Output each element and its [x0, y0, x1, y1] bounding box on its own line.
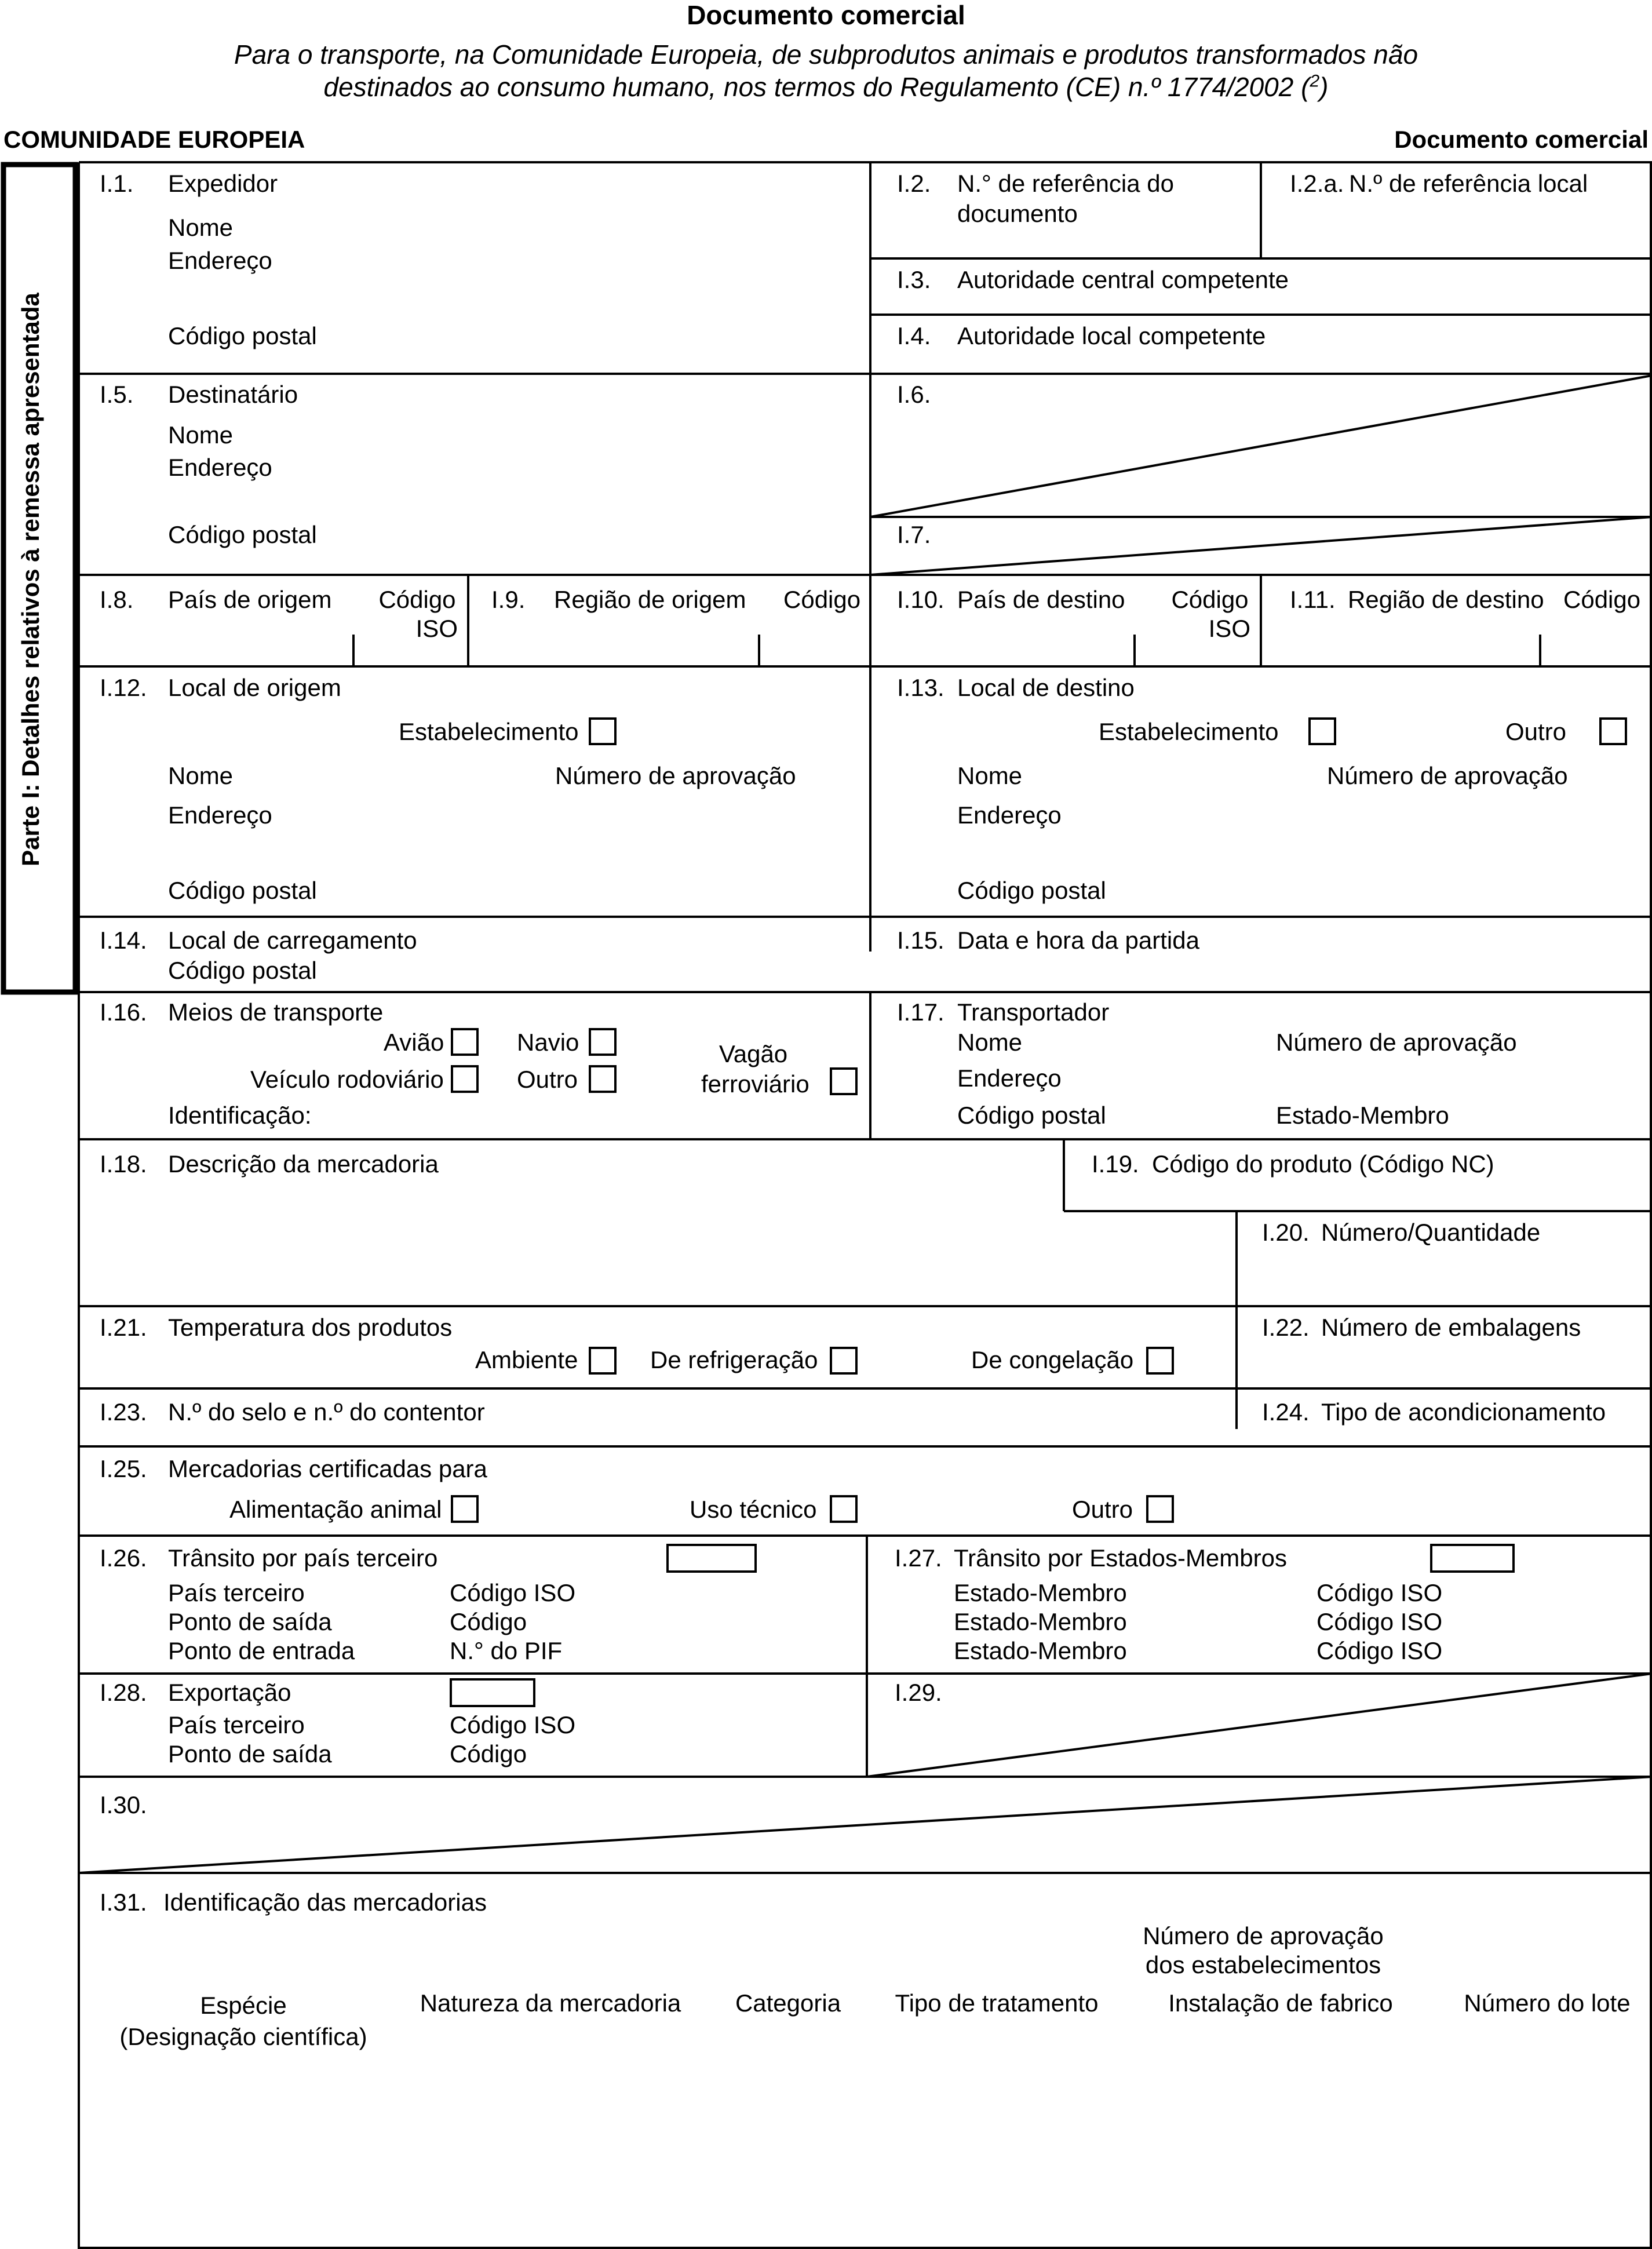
loading-postal-label: Código postal	[168, 957, 317, 984]
export-exit-code-label: Código	[450, 1740, 527, 1767]
field-num: I.2.	[897, 170, 931, 197]
road-vehicle-checkbox[interactable]	[451, 1065, 479, 1093]
reference-number-label: N.° de referência do	[957, 170, 1175, 197]
destination-establishment-checkbox[interactable]	[1308, 717, 1336, 745]
field-num: I.26.	[100, 1544, 147, 1572]
part-one-side-label: Parte I: Detalhes relativos à remessa apresentada	[17, 293, 44, 866]
reference-number-label-2: documento	[957, 200, 1078, 227]
category-column-header: Categoria	[735, 1989, 841, 2017]
transporter-name-label: Nome	[957, 1029, 1023, 1056]
field-num: I.23.	[100, 1398, 147, 1426]
transporter-approval-label: Número de aprovação	[1276, 1029, 1517, 1056]
export-third-country-label: País terceiro	[168, 1711, 305, 1738]
departure-datetime-label: Data e hora da partida	[957, 927, 1199, 954]
transporter-member-state-label: Estado-Membro	[1276, 1102, 1449, 1129]
identification-label: Identificação:	[168, 1102, 312, 1129]
destination-establishment-label: Estabelecimento	[1099, 718, 1279, 745]
field-num: I.2.a.	[1290, 170, 1344, 197]
origin-approval-label: Número de aprovação	[555, 762, 796, 789]
species-column-header-2: (Designação científica)	[119, 2023, 367, 2050]
chilled-checkbox[interactable]	[830, 1347, 858, 1375]
transit-member-state-iso-label: Código ISO	[1317, 1637, 1443, 1664]
certified-for-label: Mercadorias certificadas para	[168, 1455, 487, 1482]
export-box[interactable]	[450, 1678, 535, 1707]
ambient-checkbox[interactable]	[589, 1347, 617, 1375]
origin-address-label: Endereço	[168, 801, 272, 829]
consignee-name-label: Nome	[168, 421, 234, 449]
document-title: Documento comercial	[687, 0, 965, 30]
road-vehicle-label: Veículo rodoviário	[250, 1066, 444, 1093]
transporter-address-label: Endereço	[957, 1065, 1062, 1092]
technical-use-label: Uso técnico	[690, 1496, 817, 1523]
certified-other-label: Outro	[1072, 1496, 1133, 1523]
consignor-name-label: Nome	[168, 214, 234, 241]
field-num: I.10.	[897, 586, 944, 613]
consignee-postal-label: Código postal	[168, 521, 317, 548]
region-origin-label: Região de origem	[554, 586, 746, 613]
field-num: I.3.	[897, 266, 931, 293]
field-num: I.30.	[100, 1791, 147, 1818]
destination-other-label: Outro	[1505, 718, 1567, 745]
commodity-code-label: Código do produto (Código NC)	[1152, 1150, 1494, 1178]
transit-member-state-label: Estado-Membro	[954, 1608, 1127, 1635]
transit-third-country-label: País terceiro	[168, 1579, 305, 1606]
transporter-label: Transportador	[957, 998, 1110, 1026]
field-num: I.19.	[1092, 1150, 1139, 1178]
transit-member-state-iso-label: Código ISO	[1317, 1579, 1443, 1606]
field-num: I.6.	[897, 381, 931, 408]
goods-description-label: Descrição da mercadoria	[168, 1150, 439, 1178]
packaging-type-label: Tipo de acondicionamento	[1321, 1398, 1606, 1426]
field-num: I.16.	[100, 998, 147, 1026]
field-num: I.22.	[1262, 1314, 1310, 1341]
origin-establishment-checkbox[interactable]	[589, 717, 617, 745]
certified-other-checkbox[interactable]	[1146, 1495, 1174, 1523]
field-num: I.25.	[100, 1455, 147, 1482]
field-num: I.21.	[100, 1314, 147, 1341]
place-destination-label: Local de destino	[957, 674, 1135, 701]
consignor-postal-label: Código postal	[168, 322, 317, 349]
goods-identification-label: Identificação das mercadorias	[163, 1889, 487, 1916]
country-origin-label: País de origem	[168, 586, 332, 613]
quantity-label: Número/Quantidade	[1321, 1219, 1541, 1246]
consignee-address-label: Endereço	[168, 454, 272, 481]
destination-approval-label: Número de aprovação	[1327, 762, 1568, 789]
country-destination-iso-label: ISO	[1208, 615, 1250, 642]
country-origin-code-label: Código	[378, 586, 456, 613]
ambient-label: Ambiente	[475, 1346, 578, 1373]
ship-checkbox[interactable]	[589, 1028, 617, 1056]
field-num: I.20.	[1262, 1219, 1310, 1246]
region-origin-code-label: Código	[783, 586, 861, 613]
transport-other-checkbox[interactable]	[589, 1065, 617, 1093]
subtitle-text-end: )	[1319, 72, 1329, 102]
approval-establishments-heading: Número de aprovação	[1143, 1922, 1384, 1949]
transit-entry-point-label: Ponto de entrada	[168, 1637, 355, 1664]
region-destination-label: Região de destino	[1348, 586, 1544, 613]
rail-wagon-label-2: ferroviário	[701, 1070, 809, 1098]
frozen-checkbox[interactable]	[1146, 1347, 1174, 1375]
central-authority-label: Autoridade central competente	[957, 266, 1289, 293]
subtitle-text: destinados ao consumo humano, nos termos do Regulamento (CE) n.º 1774/2002 (	[323, 72, 1310, 102]
country-origin-iso-label: ISO	[415, 615, 458, 642]
temperature-label: Temperatura dos produtos	[168, 1314, 453, 1341]
local-authority-label: Autoridade local competente	[957, 322, 1266, 349]
chilled-label: De refrigeração	[650, 1346, 818, 1373]
third-country-transit-label: Trânsito por país terceiro	[168, 1544, 438, 1572]
field-num: I.17.	[897, 998, 944, 1026]
field-num: I.28.	[100, 1679, 147, 1706]
origin-postal-label: Código postal	[168, 877, 317, 904]
approval-establishments-heading-2: dos estabelecimentos	[1145, 1951, 1381, 1978]
export-iso-code-label: Código ISO	[450, 1711, 576, 1738]
member-state-transit-label: Trânsito por Estados-Membros	[954, 1544, 1287, 1572]
field-num: I.18.	[100, 1150, 147, 1178]
third-country-transit-box[interactable]	[666, 1544, 757, 1573]
plane-checkbox[interactable]	[451, 1028, 479, 1056]
transit-member-state-label: Estado-Membro	[954, 1637, 1127, 1664]
local-reference-label: N.º de referência local	[1349, 170, 1588, 197]
field-num: I.27.	[895, 1544, 942, 1572]
seal-container-label: N.º do selo e n.º do contentor	[168, 1398, 485, 1426]
transit-exit-point-label: Ponto de saída	[168, 1608, 332, 1635]
field-num: I.11.	[1290, 586, 1336, 613]
ship-label: Navio	[517, 1029, 579, 1056]
region-destination-code-label: Código	[1563, 586, 1641, 613]
export-label: Exportação	[168, 1679, 291, 1706]
transit-iso-code-label: Código ISO	[450, 1579, 576, 1606]
destination-other-checkbox[interactable]	[1599, 717, 1627, 745]
footnote-ref: 2	[1310, 71, 1320, 91]
document-type-label: Documento comercial	[1394, 126, 1649, 153]
species-column-header: Espécie	[200, 1992, 287, 2019]
frozen-label: De congelação	[971, 1346, 1134, 1373]
field-num: I.14.	[100, 927, 147, 954]
nature-column-header: Natureza da mercadoria	[420, 1989, 681, 2017]
document-subtitle-line1: Para o transporte, na Comunidade Europeia, de subprodutos animais e produtos transformados não	[234, 39, 1418, 70]
field-num: I.24.	[1262, 1398, 1310, 1426]
field-num: I.1.	[100, 170, 134, 197]
field-num: I.7.	[897, 521, 931, 548]
loading-place-label: Local de carregamento	[168, 927, 417, 954]
transport-means-label: Meios de transporte	[168, 998, 384, 1026]
community-label: COMUNIDADE EUROPEIA	[3, 126, 305, 153]
member-state-transit-box[interactable]	[1430, 1544, 1515, 1573]
field-num: I.9.	[491, 586, 526, 613]
transit-exit-code-label: Código	[450, 1608, 527, 1635]
field-num: I.8.	[100, 586, 134, 613]
lot-column-header: Número do lote	[1464, 1989, 1631, 2017]
feed-label: Alimentação animal	[229, 1496, 442, 1523]
destination-name-label: Nome	[957, 762, 1023, 789]
plant-column-header: Instalação de fabrico	[1168, 1989, 1393, 2017]
export-exit-point-label: Ponto de saída	[168, 1740, 332, 1767]
technical-use-checkbox[interactable]	[830, 1495, 858, 1523]
origin-establishment-label: Estabelecimento	[399, 718, 579, 745]
field-num: I.13.	[897, 674, 944, 701]
destination-postal-label: Código postal	[957, 877, 1106, 904]
transit-member-state-iso-label: Código ISO	[1317, 1608, 1443, 1635]
consignor-address-label: Endereço	[168, 247, 272, 274]
place-origin-label: Local de origem	[168, 674, 341, 701]
field-num: I.29.	[895, 1679, 942, 1706]
transport-other-label: Outro	[517, 1066, 578, 1093]
feed-checkbox[interactable]	[451, 1495, 479, 1523]
consignor-label: Expedidor	[168, 170, 278, 197]
country-destination-code-label: Código	[1171, 586, 1249, 613]
consignee-label: Destinatário	[168, 381, 298, 408]
field-num: I.5.	[100, 381, 134, 408]
field-num: I.15.	[897, 927, 944, 954]
destination-address-label: Endereço	[957, 801, 1062, 829]
treatment-column-header: Tipo de tratamento	[895, 1989, 1099, 2017]
field-num: I.31.	[100, 1889, 147, 1916]
transit-bip-number-label: N.° do PIF	[450, 1637, 563, 1664]
rail-wagon-label: Vagão	[719, 1040, 788, 1067]
transporter-postal-label: Código postal	[957, 1102, 1106, 1129]
field-num: I.4.	[897, 322, 931, 349]
country-destination-label: País de destino	[957, 586, 1125, 613]
plane-label: Avião	[384, 1029, 444, 1056]
field-num: I.12.	[100, 674, 147, 701]
packages-label: Número de embalagens	[1321, 1314, 1581, 1341]
transit-member-state-label: Estado-Membro	[954, 1579, 1127, 1606]
rail-wagon-checkbox[interactable]	[830, 1067, 858, 1095]
origin-name-label: Nome	[168, 762, 234, 789]
